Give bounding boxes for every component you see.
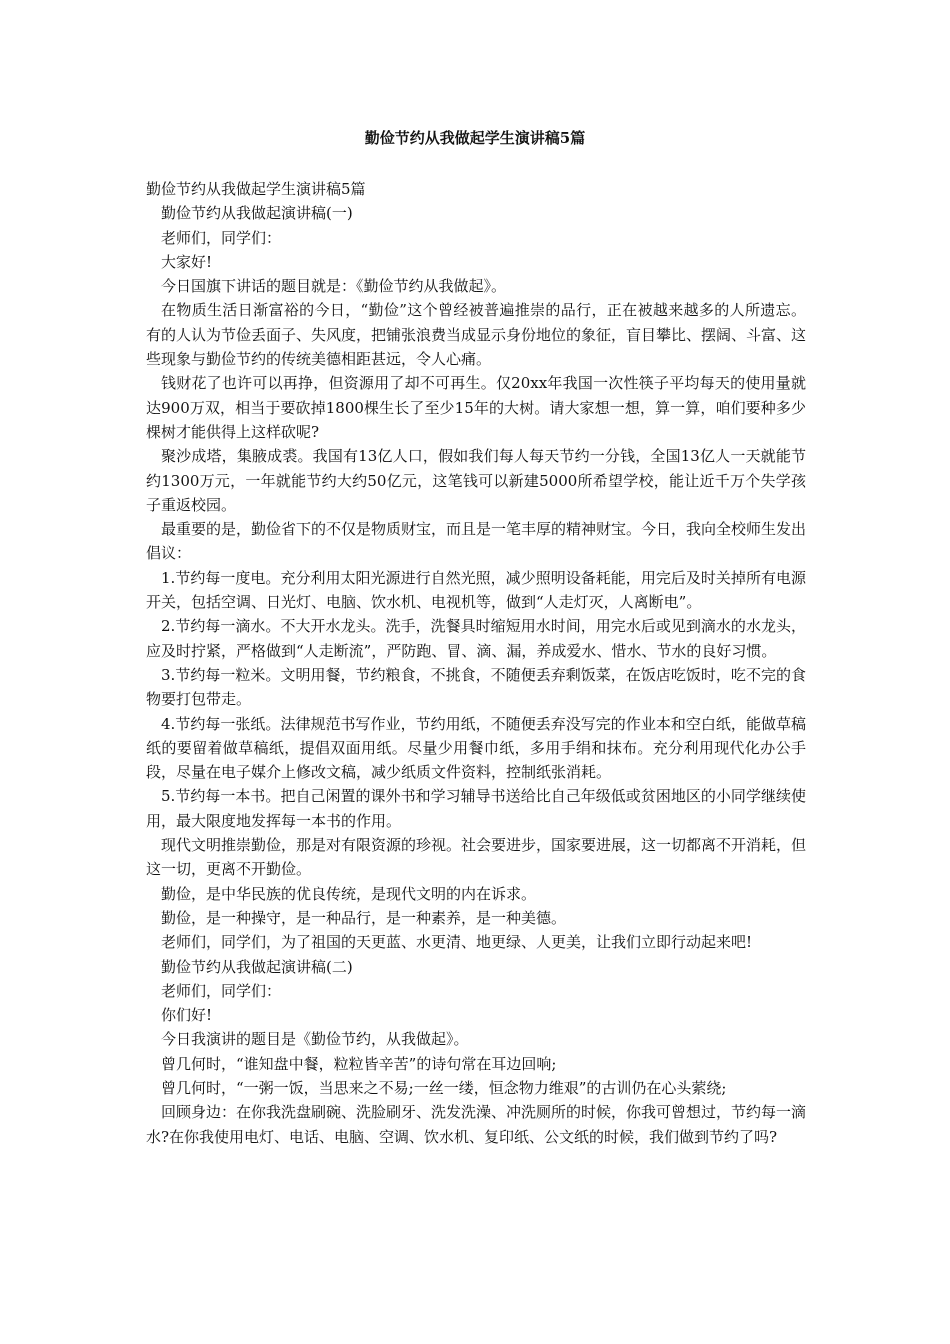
paragraph: 曾几何时，“一粥一饭，当思来之不易;一丝一缕，恒念物力维艰”的古训仍在心头萦绕; [161,1078,727,1097]
salutation: 老师们，同学们： [161,228,282,247]
document-body [146,177,806,1149]
paragraph: 今日我演讲的题目是《勤俭节约，从我做起》。 [161,1030,469,1049]
paragraph: 最重要的是，勤俭省下的不仅是物质财宝，而且是一笔丰厚的精神财宝。今日，我向全校师生发出倡议： [146,520,807,563]
body-heading: 勤俭节约从我做起学生演讲稿5篇 [146,180,366,198]
salutation: 老师们，同学们： [161,981,282,1000]
paragraph: 钱财花了也许可以再挣，但资源用了却不可再生。仅20xx年我国一次性筷子平均每天的使用量就达900万双，相当于要砍掉1800棵生长了至少15年的大树。请大家想一想，算一算，咱们要种多少棵树才能供得上这样砍呢? [146,374,806,441]
paragraph: 曾几何时，“谁知盘中餐，粒粒皆辛苦”的诗句常在耳边回响; [161,1054,557,1073]
greeting: 你们好! [161,1006,213,1025]
paragraph: 在物质生活日渐富裕的今日，“勤俭”这个曾经被普遍推崇的品行，正在被越来越多的人所遗忘。有的人认为节俭丢面子、失风度，把铺张浪费当成显示身份地位的象征，盲目攀比、摆阔、斗富、这些现象与勤俭节约的传统美德相距甚远，令人心痛。 [146,301,807,369]
paragraph: 勤俭，是中华民族的优良传统，是现代文明的内在诉求。 [161,884,537,903]
paragraph: 回顾身边：在你我洗盘刷碗、洗脸刷牙、洗发洗澡、冲洗厕所的时候，你我可曾想过，节约每一滴水?在你我使用电灯、电话、电脑、空调、饮水机、复印纸、公文纸的时候，我们做到节约了吗? [146,1103,807,1146]
section-heading-1: 勤俭节约从我做起演讲稿(一) [161,204,353,223]
list-item: 3.节约每一粒米。文明用餐，节约粮食，不挑食，不随便丢弃剩饭菜，在饭店吃饭时，吃不完的食物要打包带走。 [146,665,806,709]
list-item: 4.节约每一张纸。法律规范书写作业，节约用纸，不随便丢弃没写完的作业本和空白纸，能做草稿纸的要留着做草稿纸，提倡双面用纸。尽量少用餐巾纸，多用手绢和抹布。充分利用现代化办公手段，尽量在电子媒介上修改文稿，减少纸质文件资料，控制纸张消耗。 [146,714,806,782]
list-item: 2.节约每一滴水。不大开水龙头。洗手，洗餐具时缩短用水时间，用完水后或见到滴水的水龙头，应及时拧紧，严格做到“人走断流”，严防跑、冒、滴、漏，养成爱水、惜水、节水的良好习惯。 [146,617,806,660]
paragraph: 聚沙成塔，集腋成裘。我国有13亿人口，假如我们每人每天节约一分钱，全国13亿人一天就能节约1300万元，一年就能节约大约50亿元，这笔钱可以新建5000所希望学校，能让近千万个失学孩子重返校园。 [146,447,806,514]
paragraph: 今日国旗下讲话的题目就是：《勤俭节约从我做起》。 [161,277,507,296]
greeting: 大家好! [161,252,213,271]
paragraph: 老师们，同学们，为了祖国的天更蓝、水更清、地更绿、人更美，让我们立即行动起来吧! [161,933,753,952]
list-item: 1.节约每一度电。充分利用太阳光源进行自然光照，减少照明设备耗能，用完后及时关掉所有电源开关，包括空调、日光灯、电脑、饮水机、电视机等，做到“人走灯灭，人离断电”。 [146,568,806,612]
document-title: 勤俭节约从我做起学生演讲稿5篇 [364,129,586,147]
list-item: 5.节约每一本书。把自己闲置的课外书和学习辅导书送给比自己年级低或贫困地区的小同学继续使用，最大限度地发挥每一本书的作用。 [146,787,806,830]
paragraph: 勤俭，是一种操守，是一种品行，是一种素养，是一种美德。 [161,908,567,927]
paragraph: 现代文明推崇勤俭，那是对有限资源的珍视。社会要进步，国家要进展，这一切都离不开消耗，但这一切，更离不开勤俭。 [146,836,807,879]
section-heading-2: 勤俭节约从我做起演讲稿(二) [161,957,353,976]
